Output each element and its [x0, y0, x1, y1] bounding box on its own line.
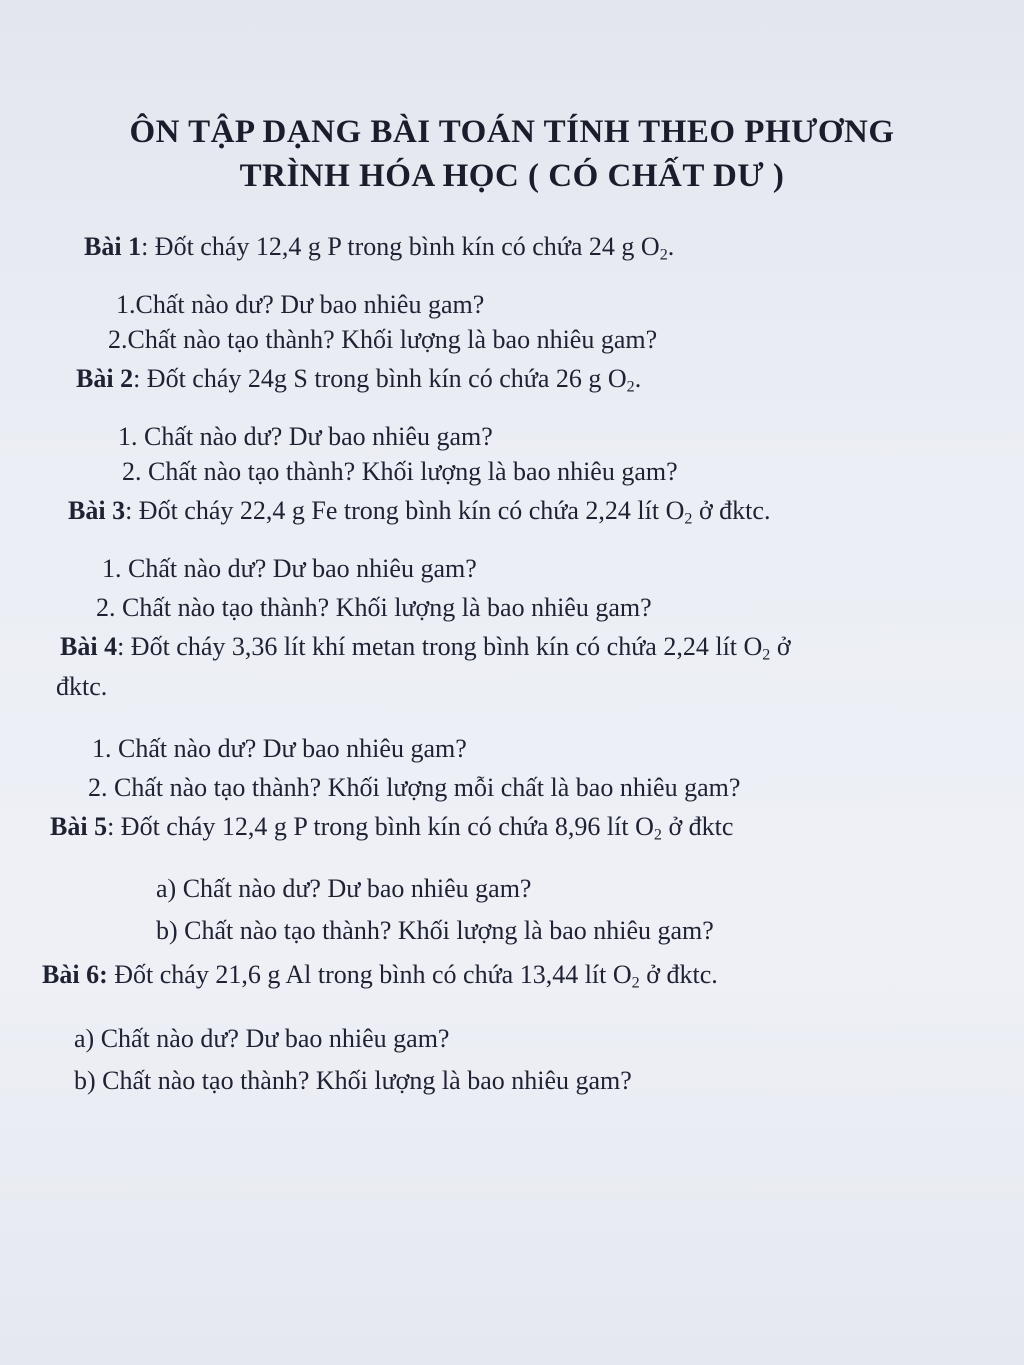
problem-4-label: Bài 4 [60, 632, 118, 661]
problem-5-question-a: a) Chất nào dư? Dư bao nhiêu gam? [156, 874, 532, 903]
problem-3-question-1: 1. Chất nào dư? Dư bao nhiêu gam? [102, 554, 477, 583]
problem-5-question-b: b) Chất nào tạo thành? Khối lượng là bao nhiêu gam? [156, 916, 714, 945]
problem-6-question-b: b) Chất nào tạo thành? Khối lượng là bao nhiêu gam? [74, 1066, 632, 1095]
problem-5-label: Bài 5 [50, 812, 108, 841]
page-title-line-1: ÔN TẬP DẠNG BÀI TOÁN TÍNH THEO PHƯƠNG [129, 114, 895, 150]
problem-2-question-1: 1. Chất nào dư? Dư bao nhiêu gam? [118, 422, 493, 451]
problem-1-question-2: 2.Chất nào tạo thành? Khối lượng là bao nhiêu gam? [108, 325, 658, 354]
problem-5-statement: Bài 5: Đốt cháy 12,4 g P trong bình kín có chứa 8,96 lít $O_2$ ở đktc [50, 812, 734, 844]
page-title-line-2: TRÌNH HÓA HỌC ( CÓ CHẤT DƯ ) [239, 158, 785, 194]
problem-3-question-2: 2. Chất nào tạo thành? Khối lượng là bao nhiêu gam? [96, 593, 652, 622]
problem-3-statement: Bài 3: Đốt cháy 22,4 g Fe trong bình kín có chứa 2,24 lít $O_2$ ở đktc. [68, 496, 771, 528]
problem-4-question-1: 1. Chất nào dư? Dư bao nhiêu gam? [92, 734, 467, 763]
problem-6-label: Bài 6: [42, 960, 108, 989]
problem-1-statement: Bài 1: Đốt cháy 12,4 g P trong bình kín có chứa 24 g $O_2$. [84, 232, 675, 264]
problem-6-statement: Bài 6: Đốt cháy 21,6 g Al trong bình có chứa 13,44 lít $O_2$ ở đktc. [42, 960, 718, 992]
problem-1-label: Bài 1 [84, 232, 142, 261]
problem-4-question-2: 2. Chất nào tạo thành? Khối lượng mỗi chất là bao nhiêu gam? [88, 773, 741, 802]
problem-2-label: Bài 2 [76, 364, 134, 393]
problem-1-question-1: 1.Chất nào dư? Dư bao nhiêu gam? [116, 290, 485, 319]
problem-2-question-2: 2. Chất nào tạo thành? Khối lượng là bao nhiêu gam? [122, 457, 678, 486]
problem-6-question-a: a) Chất nào dư? Dư bao nhiêu gam? [74, 1024, 450, 1053]
problem-3-label: Bài 3 [68, 496, 126, 525]
problem-4-statement-continued: đktc. [56, 672, 108, 701]
problem-4-statement: Bài 4: Đốt cháy 3,36 lít khí metan trong bình kín có chứa 2,24 lít $O_2$ ở [60, 632, 791, 664]
problem-2-statement: Bài 2: Đốt cháy 24g S trong bình kín có chứa 26 g $O_2$. [76, 364, 642, 396]
